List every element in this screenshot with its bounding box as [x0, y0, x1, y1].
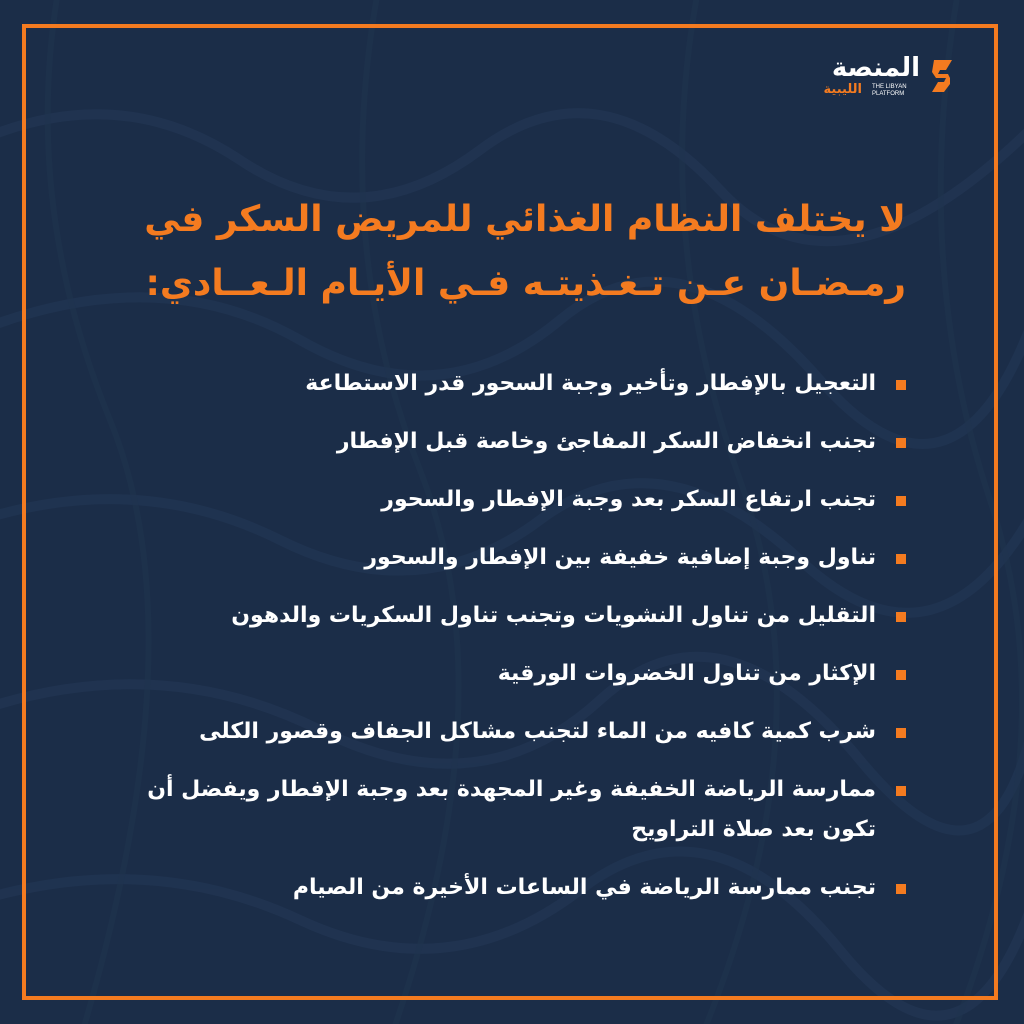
list-item: [116, 364, 906, 404]
square-bullet-icon: [896, 884, 906, 894]
logo-english-text: THE LIBYAN PLATFORM: [872, 84, 907, 97]
tips-list: [116, 364, 906, 926]
tip-text: ممارسة الرياضة الخفيفة وغير المجهدة بعد وجبة الإفطار ويفضل أن تكون بعد صلاة التراويح: [147, 777, 876, 842]
list-item: [116, 654, 906, 694]
list-item: [116, 422, 906, 462]
list-item: [116, 596, 906, 636]
tip-text: تجنب انخفاض السكر المفاجئ وخاصة قبل الإفطار: [336, 429, 876, 454]
tip-text: تجنب ارتفاع السكر بعد وجبة الإفطار والسحور: [381, 487, 876, 512]
square-bullet-icon: [896, 786, 906, 796]
logo-mark-icon: [930, 58, 954, 94]
square-bullet-icon: [896, 670, 906, 680]
brand-logo: [808, 54, 954, 100]
square-bullet-icon: [896, 554, 906, 564]
tip-text: الإكثار من تناول الخضروات الورقية: [497, 661, 876, 686]
tip-text: شرب كمية كافيه من الماء لتجنب مشاكل الجفاف وقصور الكلى: [199, 719, 876, 744]
logo-arabic-sub: الليبية: [823, 82, 862, 97]
title-line-1: لا يختلف النظام الغذائي للمريض السكر في: [144, 199, 906, 240]
square-bullet-icon: [896, 728, 906, 738]
square-bullet-icon: [896, 612, 906, 622]
list-item: [116, 770, 906, 850]
list-item: [116, 480, 906, 520]
tip-text: التعجيل بالإفطار وتأخير وجبة السحور قدر الاستطاعة: [305, 371, 876, 396]
tip-text: تناول وجبة إضافية خفيفة بين الإفطار والسحور: [364, 545, 876, 570]
page-title: [106, 188, 906, 316]
list-item: [116, 538, 906, 578]
tip-text: تجنب ممارسة الرياضة في الساعات الأخيرة من الصيام: [292, 875, 876, 900]
square-bullet-icon: [896, 380, 906, 390]
title-line-2: رمـضـان عـن تـغـذيتـه فـي الأيـام الـعــادي:: [145, 263, 906, 304]
square-bullet-icon: [896, 438, 906, 448]
list-item: [116, 868, 906, 908]
logo-arabic-main: المنصة: [831, 53, 920, 83]
list-item: [116, 712, 906, 752]
tip-text: التقليل من تناول النشويات وتجنب تناول السكريات والدهون: [231, 603, 876, 628]
square-bullet-icon: [896, 496, 906, 506]
